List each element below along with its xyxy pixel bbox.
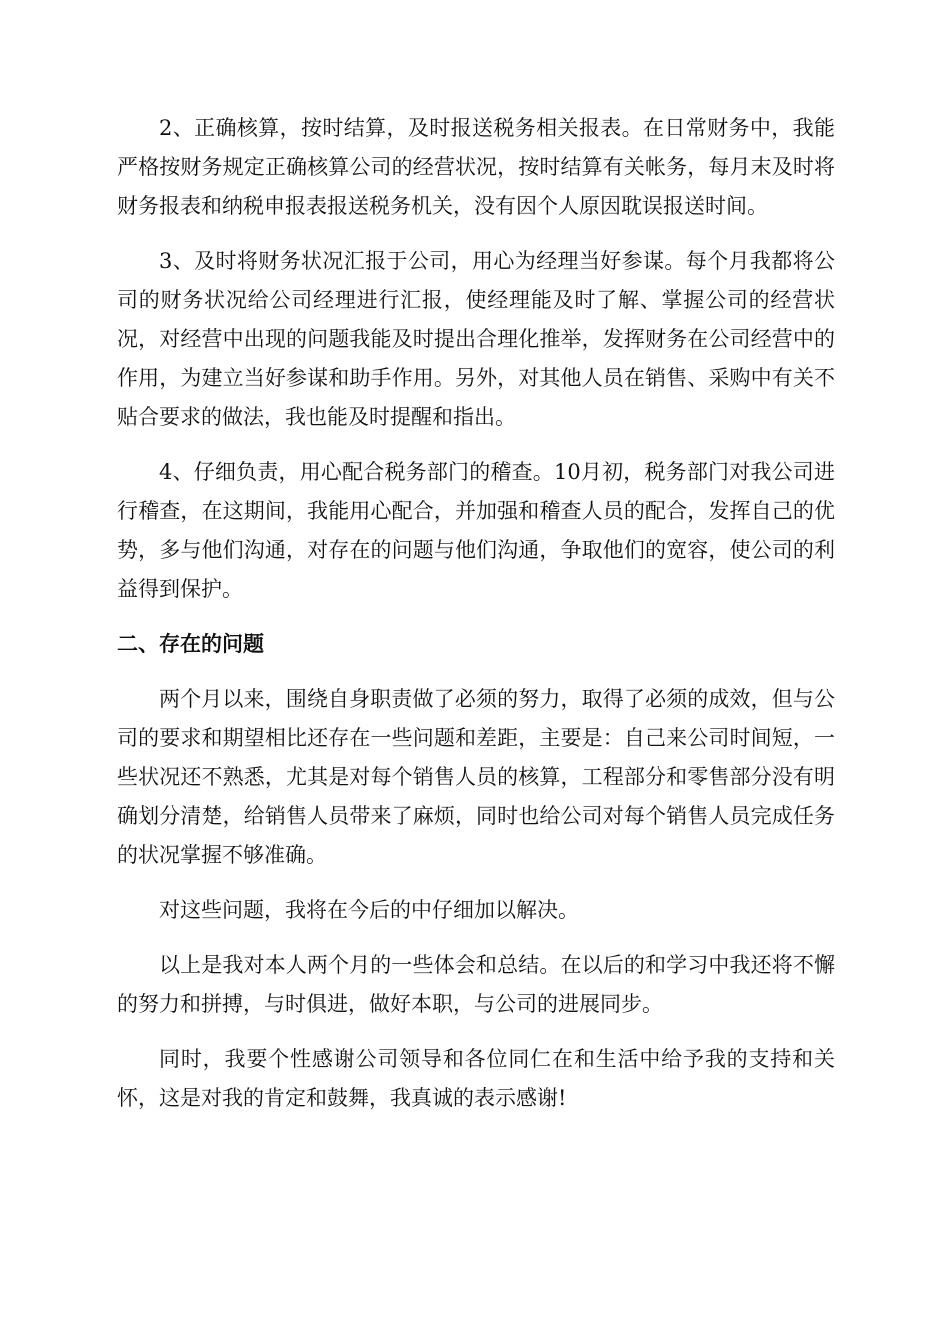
section-heading-problems: 二、存在的问题	[117, 632, 264, 656]
paragraph-thanks: 同时，我要个性感谢公司领导和各位同仁在和生活中给予我的支持和关怀，这是对我的肯定和鼓舞，我真诚的表示感谢!	[117, 1047, 835, 1110]
paragraph-problems: 两个月以来，围绕自身职责做了必须的努力，取得了必须的成效，但与公司的要求和期望相比还存在一些问题和差距，主要是：自己来公司时间短，一些状况还不熟悉，尤其是对每个销售人员的核算，工程部分和零售部分没有明确划分清楚，给销售人员带来了麻烦，同时也给公司对每个销售人员完成任务的状况掌握不够准确。	[117, 687, 835, 867]
paragraph-summary: 以上是我对本人两个月的一些体会和总结。在以后的和学习中我还将不懈的努力和拼搏，与时俱进，做好本职，与公司的进展同步。	[117, 953, 835, 1016]
paragraph-item-2: 2、正确核算，按时结算，及时报送税务相关报表。在日常财务中，我能严格按财务规定正确核算公司的经营状况，按时结算有关帐务，每月末及时将财务报表和纳税申报表报送税务机关，没有因个人原因耽误报送时间。	[117, 116, 835, 218]
paragraph-item-3: 3、及时将财务状况汇报于公司，用心为经理当好参谋。每个月我都将公司的财务状况给公司经理进行汇报，使经理能及时了解、掌握公司的经营状况，对经营中出现的问题我能及时提出合理化推举，发挥财务在公司经营中的作用，为建立当好参谋和助手作用。另外，对其他人员在销售、采购中有关不贴合要求的做法，我也能及时提醒和指出。	[117, 249, 835, 429]
document-body	[117, 109, 835, 1134]
paragraph-resolution: 对这些问题，我将在今后的中仔细加以解决。	[159, 898, 579, 922]
paragraph-item-4: 4、仔细负责，用心配合税务部门的稽查。10月初，税务部门对我公司进行稽查，在这期间，我能用心配合，并加强和稽查人员的配合，发挥自己的优势，多与他们沟通，对存在的问题与他们沟通，争取他们的宽容，使公司的利益得到保护。	[117, 460, 835, 601]
